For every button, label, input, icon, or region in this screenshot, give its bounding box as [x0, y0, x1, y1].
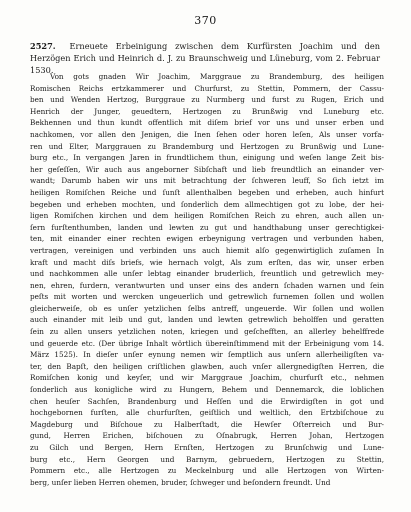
text-line: ter, den Bapſt, den heiligen criſtlichen glawben, auch vnſer allergnedigſten Herren, die: [30, 361, 384, 371]
text-line: burg etc., Hern Georgen und Barnym, gebruedern, Hertzogen zu Stettin,: [30, 454, 384, 464]
text-line: März 1525). In dieſer unſer eynung nemen wir ſemptlich aus unſern allerheiligſten va-: [30, 350, 384, 360]
text-line: begeben und erheben mochten, und ſonderlich dem allmechtigen got zu lobe, der hei-: [30, 199, 384, 209]
document-title: Erneuete Erbeinigung zwischen dem Kurfürsten Joachim und den Herzögen Erich und Heinrich d. J. zu Braunschweig und Lüneburg, vom 2. Februar 1530.: [30, 41, 380, 75]
text-line: auch einander mit leib und gut, landen und lewten getrewlich beholffen und geratten: [30, 315, 384, 325]
text-line: Von gots gnaden Wir Joachim, Marggraue zu Brandemburg, des heiligen: [50, 72, 384, 81]
text-line: peſts mit worten und wercken ungeuerlich und getrewlich furnemen ſollen und wollen: [30, 292, 384, 302]
text-line: burg etc., In vergangen Jaren in frundtlichem thun, einigung und weſen lange Zeit bis-: [30, 153, 384, 163]
text-line: chen heuſer Sachſen, Brandenburg und Heſſen und die Erwirdigſten in got und: [30, 396, 384, 406]
text-line: und geuerde etc. (Der übrige Inhalt wörtlich übereinſtimmend mit der Erbeinigung vom 14.: [30, 338, 384, 348]
text-line: Bekhennen und thun kundt offentlich mit diſem brief vor uns und unser erben und: [30, 118, 384, 128]
text-line: Romiſchen konig und keyſer, und wir Marggraue Joachim, churfurſt etc., nehmen: [30, 373, 384, 383]
text-line: ſern furſtenthumben, landen und lewten zu gut und handthabung unser gerechtigkei-: [30, 222, 384, 232]
text-line: ten, mit einander einer rechten ewigen erbeynigung vertragen und verbunden haben,: [30, 234, 384, 244]
text-line: gleicherweiſe, ob es unſer yetzlichen ſelbs antreff, ungeuerde. Wir ſollen und wollen: [30, 303, 384, 313]
text-line: ſonderlich aus konigliche wird zu Hungern, Behem und Dennemarck, die loblichen: [30, 385, 384, 395]
text-line: vertragen, vereinigen und verbinden uns auch hiemit alſo gegenwirtiglich zuſamen In: [30, 245, 384, 255]
text-line: nachkomen, vor allen den Jenigen, die Inen ſehen oder horen leſen, Als unser vorfa-: [30, 129, 384, 139]
text-line: her geſeſſen, Wir auch aus angeborner Sibſchaft und lieb freundtlich an einander ver-: [30, 164, 384, 174]
page-number: 370: [194, 14, 217, 27]
text-line: und nachkommen alle unſer lebtag einander bruderlich, freuntlich und getrewlich mey-: [30, 269, 384, 279]
text-line: Magdeburg und Biſchoue zu Halberſtadt, die Hewſer Oſterreich und Bur-: [30, 419, 384, 429]
text-line: heiligen Romiſchen Reiche und ſunſt allenthalben begeben und erheben, auch hinfurt: [30, 187, 384, 197]
text-line: Romischen Reichs ertzkammerer und Churfurst, zu Stettin, Pommern, der Cassu-: [30, 83, 384, 93]
text-line: gund, Herren Erichen, biſchouen zu Oſnabrugk, Herren Johan, Hertzogen: [30, 431, 384, 441]
document-number: 2527.: [30, 41, 56, 51]
text-line: berg, unſer lieben Herren ohemen, bruder, ſchweger und beſondern freundt. Und: [30, 477, 331, 487]
text-line: kraft und macht diſs briefs, wie hernach volgt, Als zum erſten, das wir, unser erben: [30, 257, 384, 267]
text-line: ſein zu allen unsers yetzlichen noten, kriegen und geſchefften, an allerley behelffrede: [30, 327, 384, 337]
text-line: zu Gilch und Bergen, Hern Ernſten, Hertzogen zu Brunſchwig und Lune-: [30, 443, 384, 452]
text-line: ben und Wenden Hertzog, Burggraue zu Nurmberg und furst zu Rugen, Erich und: [30, 95, 384, 105]
text-line: ligen Romiſchen kirchen und dem heiligen Romiſchen Reich zu ehren, auch allen un-: [30, 211, 384, 221]
text-line: Henrich der Junger, geuedtern, Hertzogen zu Brunßwig vnd Luneburg etc.: [30, 106, 384, 116]
document-body: [30, 71, 384, 488]
text-line: wandt; Darumb haben wir uns mit betrachtung der ſchweren leuff, So ſich ietzt im: [30, 176, 384, 186]
text-line: ren und Elter, Marggrauen zu Brandemburg und Hertzogen zu Brunßwig und Lune-: [30, 141, 384, 151]
text-line: nen, ehren, furdern, verantwurten und unser eins des andern ſchaden warnen und ſein: [30, 280, 384, 290]
text-line: hochgebornen furſten, alle churfurſten, geiſtlich und weltlich, den Ertzbiſchoue zu: [30, 408, 384, 418]
text-line: Pommern etc., alle Hertzogen zu Meckelnburg und alle Hertzogen von Wirten-: [30, 466, 384, 476]
